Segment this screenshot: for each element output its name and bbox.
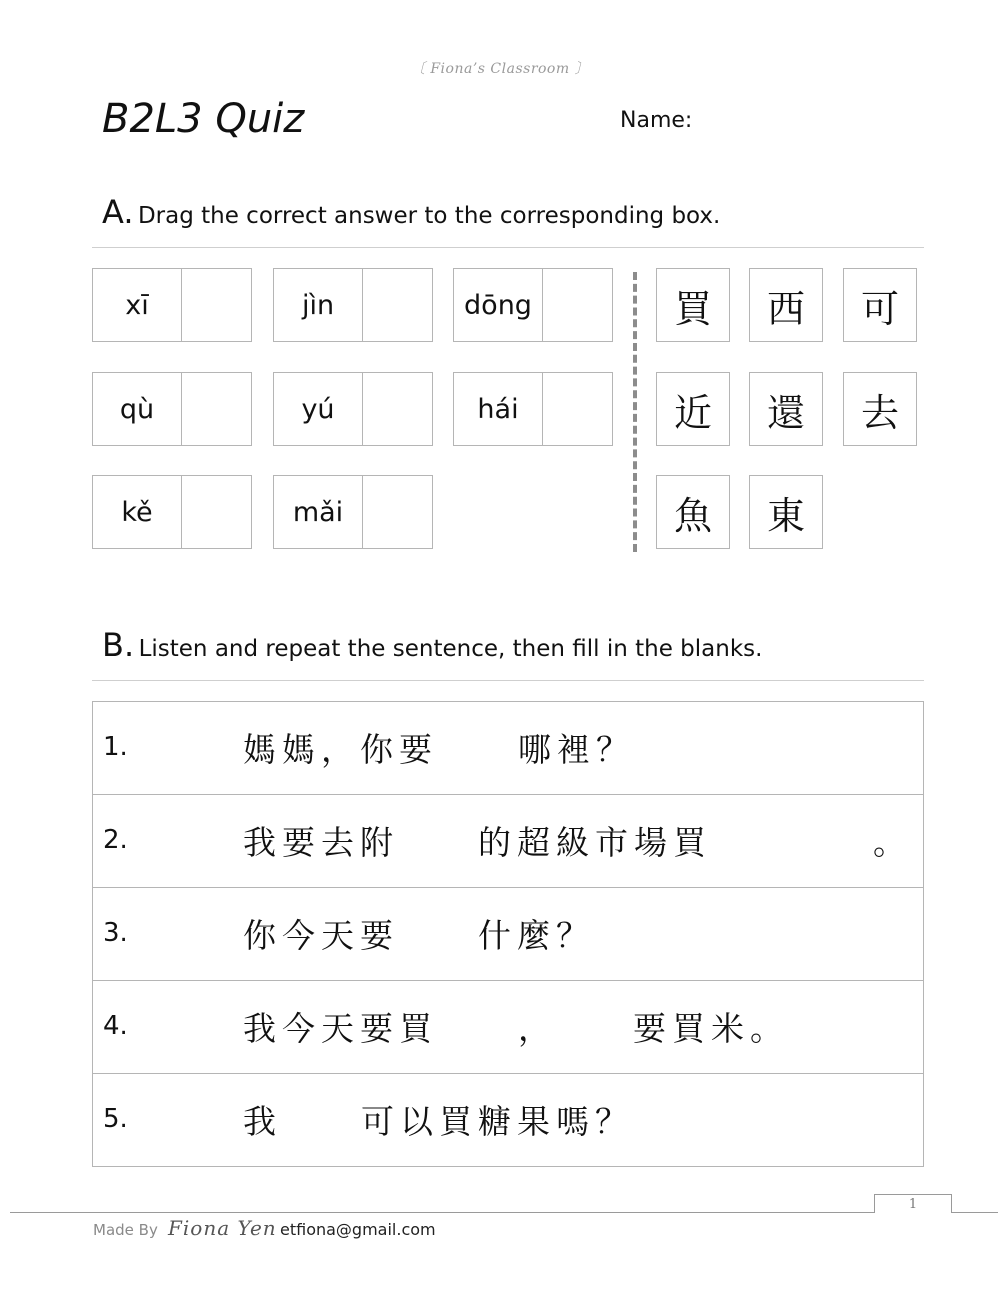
section-a-instruction: Drag the correct answer to the corresponding box.	[137, 203, 721, 229]
page-title: B2L3 Quiz	[102, 96, 305, 142]
name-label: Name:	[620, 108, 693, 133]
pinyin-box	[92, 372, 252, 446]
section-a-rule	[92, 247, 924, 248]
sentence-text: 媽媽，你要	[243, 730, 438, 769]
watermark: 〔 Fiona’s Classroom 〕	[410, 61, 590, 77]
pinyin-box	[453, 372, 613, 446]
sentence-text: 什麼？	[478, 916, 595, 955]
sentence-text: 可以買糖果嗎？	[361, 1102, 634, 1141]
page-number: 1	[874, 1194, 952, 1213]
made-by-label: Made By	[93, 1221, 158, 1239]
row-number: 5.	[103, 1104, 128, 1134]
pinyin-box	[273, 268, 433, 342]
table-row	[93, 795, 923, 888]
draggable-character-tile[interactable]: 可	[843, 268, 917, 342]
dashed-divider	[633, 272, 637, 552]
row-number: 1.	[103, 732, 128, 762]
section-b-letter: B.	[102, 626, 135, 664]
drop-zone[interactable]	[363, 269, 432, 341]
draggable-character-tile[interactable]: 魚	[656, 475, 730, 549]
sentence-table	[92, 701, 924, 1167]
pinyin-label: kě	[93, 476, 182, 548]
pinyin-label: qù	[93, 373, 182, 445]
pinyin-box	[273, 372, 433, 446]
sentence-text: ，	[518, 1009, 557, 1048]
pinyin-box	[453, 268, 613, 342]
table-row	[93, 1074, 923, 1167]
section-b-heading	[102, 626, 762, 664]
draggable-character-tile[interactable]: 買	[656, 268, 730, 342]
draggable-character-tile[interactable]: 去	[843, 372, 917, 446]
drop-zone[interactable]	[182, 269, 251, 341]
sentence-text: 要買米。	[633, 1009, 789, 1048]
section-a-heading	[102, 193, 720, 231]
pinyin-box	[92, 268, 252, 342]
pinyin-box	[273, 475, 433, 549]
pinyin-label: mǎi	[274, 476, 363, 548]
pinyin-label: jìn	[274, 269, 363, 341]
pinyin-label: xī	[93, 269, 182, 341]
sentence-text: 哪裡？	[518, 730, 635, 769]
author-signature: Fiona Yen	[168, 1216, 277, 1240]
draggable-character-tile[interactable]: 還	[749, 372, 823, 446]
table-row	[93, 981, 923, 1074]
row-number: 4.	[103, 1011, 128, 1041]
section-b-instruction: Listen and repeat the sentence, then fill in the blanks.	[138, 636, 763, 662]
drop-zone[interactable]	[363, 373, 432, 445]
sentence-text: 的超級市場買	[478, 823, 712, 862]
sentence-text: 我	[243, 1102, 282, 1141]
author-email: etfiona@gmail.com	[280, 1220, 436, 1239]
pinyin-box	[92, 475, 252, 549]
drop-zone[interactable]	[543, 269, 612, 341]
draggable-character-tile[interactable]: 西	[749, 268, 823, 342]
pinyin-label: dōng	[454, 269, 543, 341]
draggable-character-tile[interactable]: 近	[656, 372, 730, 446]
table-row	[93, 888, 923, 981]
sentence-text: 你今天要	[243, 916, 399, 955]
footer-rule	[10, 1212, 874, 1213]
drop-zone[interactable]	[182, 373, 251, 445]
row-number: 3.	[103, 918, 128, 948]
drop-zone[interactable]	[182, 476, 251, 548]
pinyin-label: hái	[454, 373, 543, 445]
sentence-text: 我今天要買	[243, 1009, 438, 1048]
section-a-letter: A.	[102, 193, 134, 231]
draggable-character-tile[interactable]: 東	[749, 475, 823, 549]
sentence-text: 我要去附	[243, 823, 399, 862]
drop-zone[interactable]	[543, 373, 612, 445]
sentence-text: 。	[873, 823, 912, 862]
pinyin-label: yú	[274, 373, 363, 445]
section-b-rule	[92, 680, 924, 681]
drop-zone[interactable]	[363, 476, 432, 548]
footer-rule	[952, 1212, 998, 1213]
row-number: 2.	[103, 825, 128, 855]
table-row	[93, 702, 923, 795]
